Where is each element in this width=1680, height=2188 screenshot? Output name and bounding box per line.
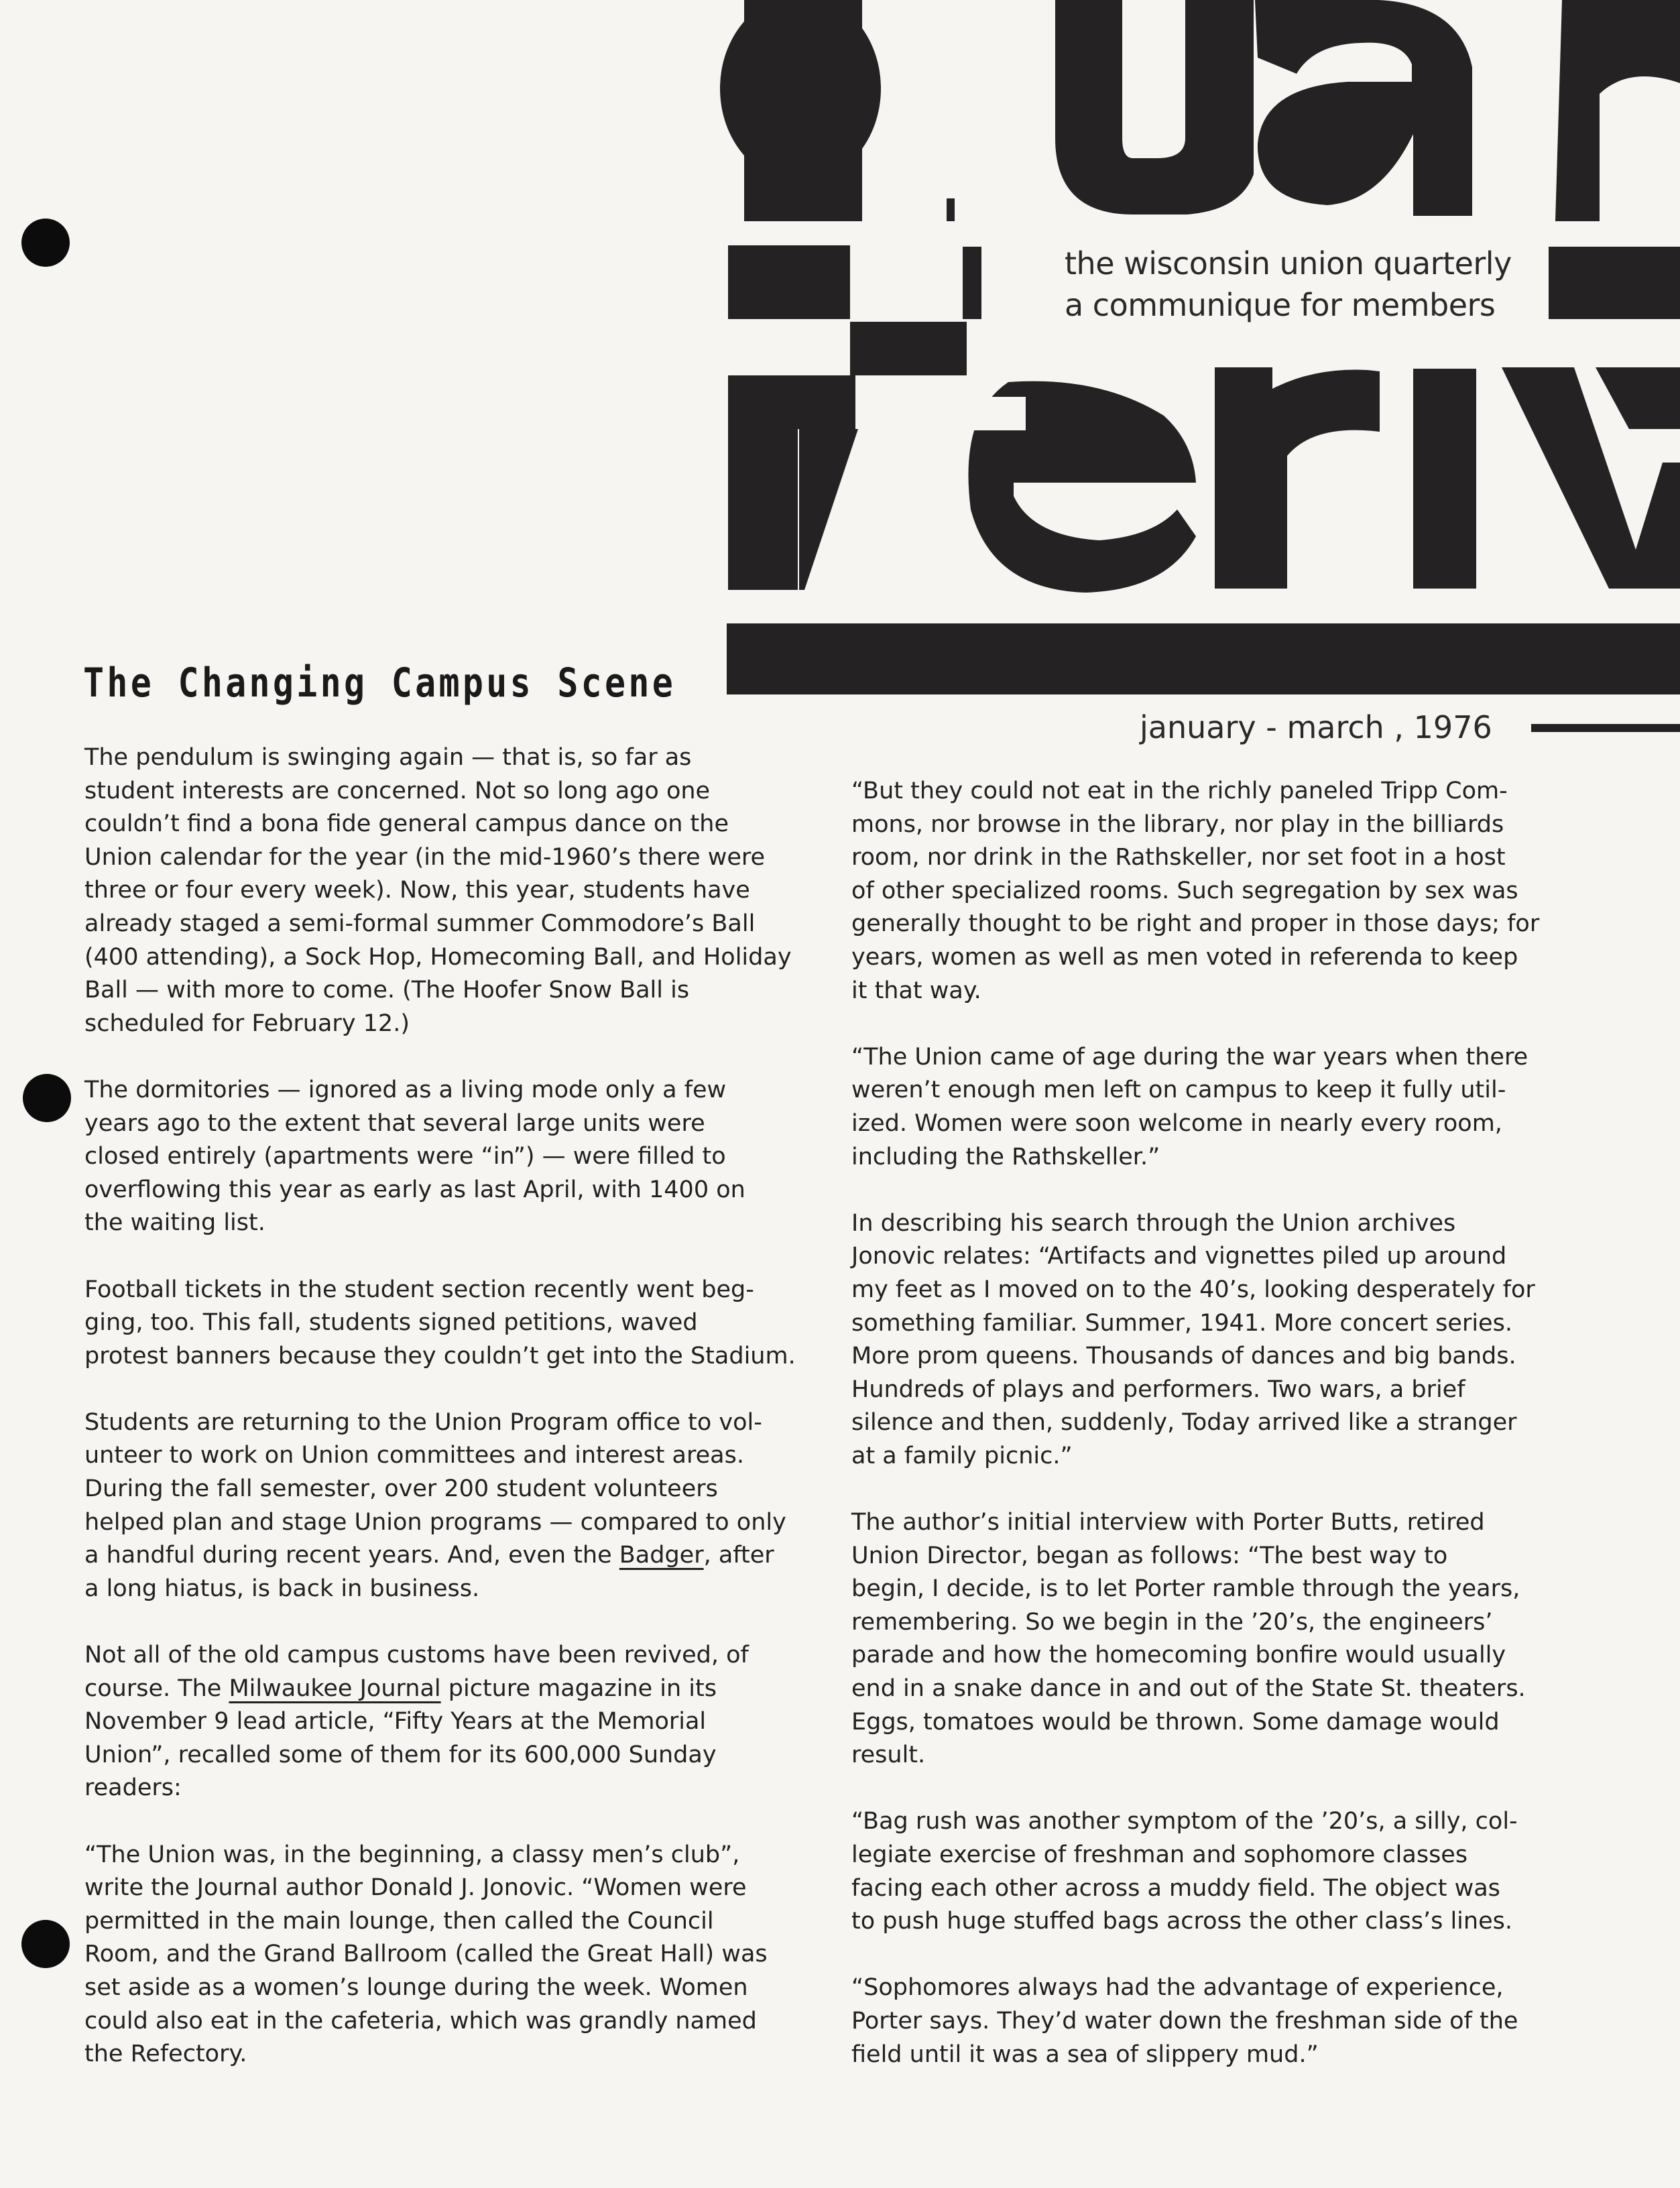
punch-hole-middle	[23, 1074, 71, 1122]
tagline-line-1: the wisconsin union quarterly	[1065, 245, 1512, 282]
publication-title-badger: Badger	[619, 1542, 704, 1569]
right-paragraph-5: “Bag rush was another symptom of the ’20’s, a silly, col- legiate exercise of freshman and sophomore classes facing each other across a muddy field. The object was to push huge stuffed bags across the other class’s lines.	[851, 1808, 1518, 1935]
left-paragraph-2: The dormitories — ignored as a living mode only a few years ago to the extent that several large units were closed entirely (apartments were “in”) — were filled to overflowing this year as early as last April, with 1400 on the waiting list.	[84, 1076, 745, 1237]
right-paragraph-3: In describing his search through the Union archives Jonovic relates: “Artifacts and vignettes piled up around my feet as I moved on to the 40’s, looking desperately for something familiar. Summer, 1941. More concert series. More prom queens. Thousands of dances and big bands. Hundreds of plays and performers. Two wars, a brief silence and then, suddenly, Today arrived like a stranger at a family picnic.”	[851, 1209, 1535, 1469]
right-paragraph-4: The author’s initial interview with Porter Butts, retired Union Director, began as follows: “The best way to begin, I decide, is to let Porter ramble through the years, remembering. So we begin in the ’20’s, the engineers’ parade and how the homecoming bonfire would usually end in a snake dance in and out of the State St. theaters. Eggs, tomatoes would be thrown. Some damage would result.	[851, 1509, 1526, 1769]
publication-title-milwaukee-journal: Milwaukee Journal	[229, 1675, 441, 1702]
punch-hole-bottom	[21, 1920, 70, 1968]
issue-date: january - march , 1976	[1140, 709, 1492, 745]
article-headline: The Changing Campus Scene	[83, 660, 676, 707]
masthead-tagline	[1065, 243, 1512, 326]
right-paragraph-2: “The Union came of age during the war years when there weren’t enough men left on campus to keep it fully util- ized. Women were soon welcome in nearly every room, including the Rathskeller.”	[851, 1043, 1528, 1170]
right-paragraph-6: “Sophomores always had the advantage of experience, Porter says. They’d water down the freshman side of the field until it was a sea of slippery mud.”	[851, 1974, 1518, 2068]
left-paragraph-1: The pendulum is swinging again — that is, so far as student interests are concerned. Not so long ago one couldn’t find a bona fide general campus dance on the Union calendar for the year (in the mid-1960’s there were three or four every week). Now, this year, students have already staged a semi-formal summer Commodore’s Ball (400 attending), a Sock Hop, Homecoming Ball, and Holiday Ball — with more to come. (The Hoofer Snow Ball is scheduled for February 12.)	[84, 744, 792, 1037]
left-paragraph-4: Students are returning to the Union Program office to vol- unteer to work on Union committees and interest areas. During the fall semester, over 200 student volunteers helped plan and stage Union programs — compared to only a handful during recent years. And, even the Badger, after a long hiatus, is back in business.	[84, 1408, 786, 1602]
tagline-line-2: a communique for members	[1065, 287, 1496, 323]
quarterly-wordmark-logo	[0, 0, 1680, 744]
right-paragraph-1: “But they could not eat in the richly paneled Tripp Com- mons, nor browse in the library, nor play in the billiards room, nor drink in the Rathskeller, nor set foot in a host of other specialized rooms. Such segregation by sex was generally thought to be right and proper in those days; for years, women as well as men voted in referenda to keep it that way.	[851, 778, 1540, 1004]
left-paragraph-5: Not all of the old campus customs have been revived, of course. The Milwaukee Journal picture magazine in its November 9 lead article, “Fifty Years at the Memorial Union”, recalled some of them for its 600,000 Sunday readers:	[84, 1642, 749, 1802]
article-left-column	[84, 741, 829, 2104]
article-right-column	[851, 775, 1602, 2105]
left-paragraph-3: Football tickets in the student section recently went beg- ging, too. This fall, students signed petitions, waved protest banners because they couldn’t get into the Stadium.	[84, 1276, 796, 1370]
left-paragraph-6: “The Union was, in the beginning, a classy men’s club”, write the Journal author Donald J. Jonovic. “Women were permitted in the main lounge, then called the Council Room, and the Grand Ballroom (called the Great Hall) was set aside as a women’s lounge during the week. Women could also eat in the cafeteria, which was grandly named the Refectory.	[84, 1841, 768, 2068]
